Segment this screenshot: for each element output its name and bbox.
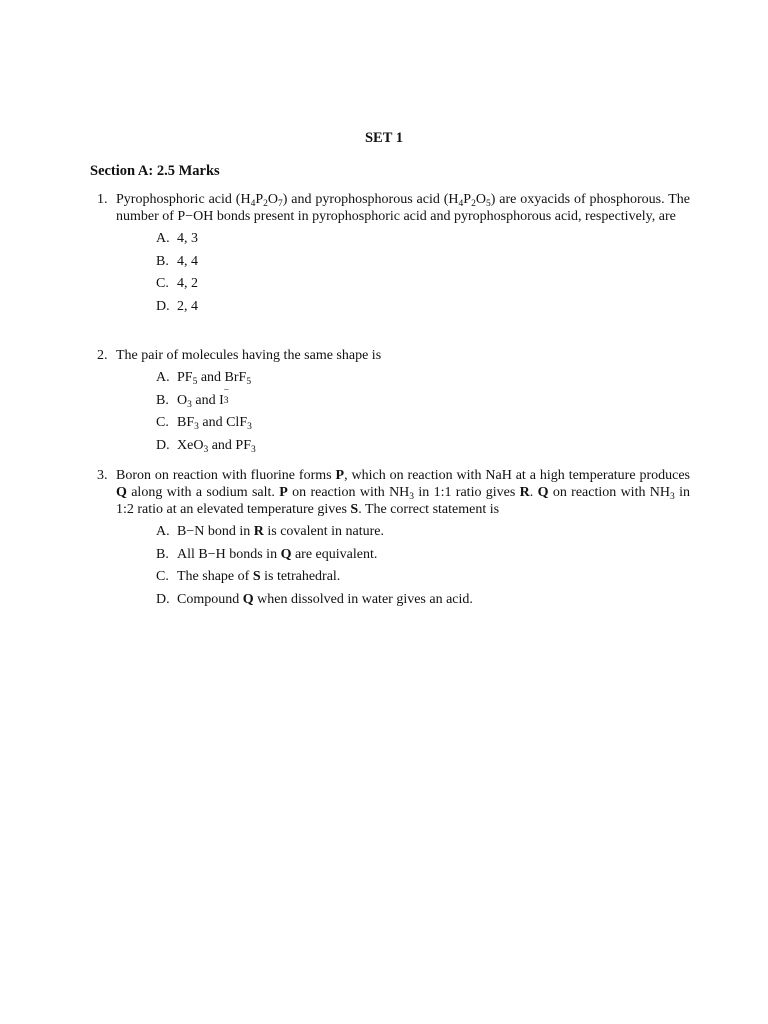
- question-2: [97, 347, 690, 459]
- question-text: Pyrophosphoric acid $(H_4P_2O_7)$ and pyrophosphorous acid $(H_4P_2O_5)$ are oxyacids of phosphorous. The number of P−OH bonds present in pyrophosphoric acid and pyrophosphorous acid, respectively, are: [116, 192, 690, 224]
- question-1: [97, 191, 690, 320]
- option-list: [97, 369, 690, 459]
- set-title: SET 1: [364, 130, 404, 146]
- question-number: 1.: [97, 192, 108, 207]
- option-d: D. 2, 4: [156, 298, 198, 314]
- option-c: C. 4, 2: [156, 276, 198, 291]
- question-text: The pair of molecules having the same shape is: [116, 348, 382, 363]
- question-3: [97, 467, 690, 613]
- option-b: B. All B−H bonds in Q are equivalent.: [156, 546, 378, 562]
- option-d: D. XeO$_3$ and $PF_3$: [156, 437, 256, 455]
- option-b: B. $O_3$ and I − 3: [156, 385, 230, 410]
- section-title: Section A: 2.5 Marks: [90, 163, 220, 179]
- option-b: B. 4, 4: [156, 253, 198, 269]
- option-d: D. Compound Q when dissolved in water gives an acid.: [156, 591, 473, 607]
- question-number: 3.: [97, 468, 108, 483]
- question-text: Boron on reaction with fluorine forms P, which on reaction with NaH at a high temperature produces Q along with a sodium salt. P on reaction with $NH_3$ in 1:1 ratio gives R. Q on reaction with $NH_3$ in 1:2 ratio at an elevated temperature gives S. The correct statement is: [116, 468, 691, 517]
- option-c: C. The shape of S is tetrahedral.: [156, 569, 341, 584]
- question-number: 2.: [97, 348, 108, 363]
- option-a: A. B−N bond in R is covalent in nature.: [156, 524, 384, 539]
- option-list: [97, 523, 690, 613]
- option-c: C. $BF_3$ and ClF$_3$: [156, 415, 252, 432]
- option-list: [97, 230, 690, 320]
- option-a: A. 4, 3: [156, 231, 198, 246]
- option-a: A. $PF_5$ and BrF$_5$: [156, 370, 252, 387]
